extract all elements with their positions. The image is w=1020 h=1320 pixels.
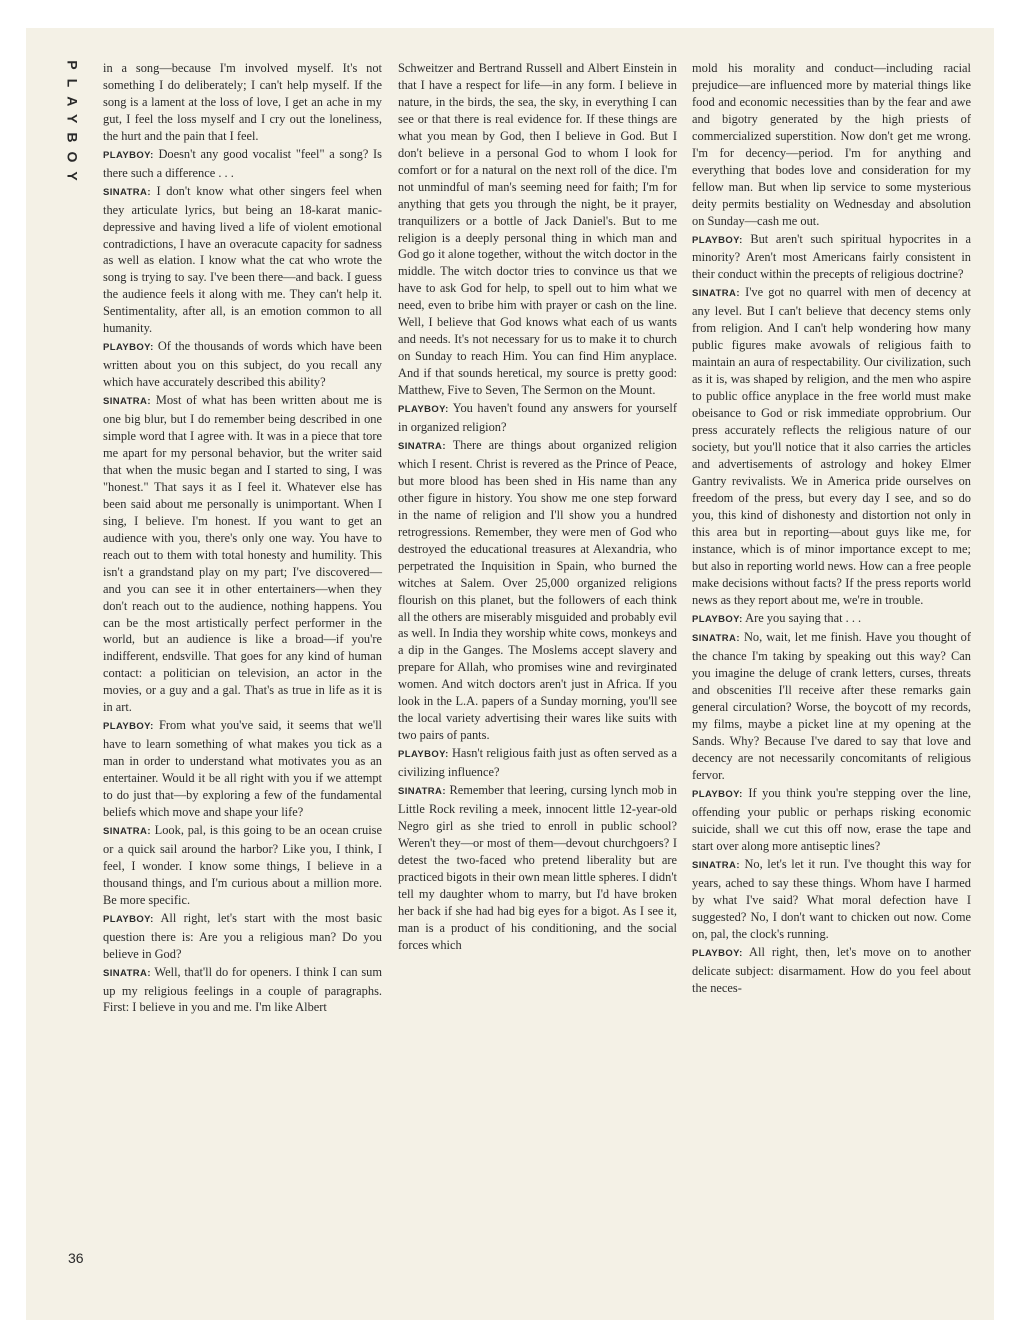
paragraph xyxy=(692,629,971,784)
paragraph xyxy=(103,717,382,821)
paragraph xyxy=(103,910,382,963)
paragraph xyxy=(692,60,971,230)
speaker-label: PLAYBOY: xyxy=(692,613,743,625)
speaker-label: PLAYBOY: xyxy=(103,342,154,354)
text-column-3 xyxy=(692,60,971,996)
paragraph xyxy=(692,231,971,284)
speaker-label: SINATRA: xyxy=(103,825,151,837)
paragraph xyxy=(692,284,971,608)
speaker-label: SINATRA: xyxy=(103,186,151,198)
paragraph-text: Look, pal, is this going to be an ocean cruise or a quick sail around the harbor? Like you, I think, I feel, I wonder. I know some things, I believe in a thousand things, and I'm curious about a million more. Be more specific. xyxy=(103,822,382,907)
masthead-text: PLAYBOY xyxy=(65,60,82,190)
speaker-label: PLAYBOY: xyxy=(692,234,743,246)
speaker-label: PLAYBOY: xyxy=(398,404,449,416)
paragraph xyxy=(692,856,971,943)
paragraph-text: Doesn't any good vocalist "feel" a song? Is there such a difference . . . xyxy=(103,146,382,180)
paragraph-text: Are you saying that . . . xyxy=(745,610,862,625)
paragraph xyxy=(103,183,382,338)
paragraph-text: If you think you're stepping over the line, offending your public or perhaps risking economic suicide, shall we cut this off now, erase the tape and start over along more antiseptic lines? xyxy=(692,786,971,853)
paragraph xyxy=(103,822,382,909)
paragraph xyxy=(103,338,382,391)
paragraph xyxy=(398,60,677,399)
paragraph xyxy=(692,944,971,997)
masthead xyxy=(62,55,84,195)
paragraph-text: From what you've said, it seems that we'll have to learn something of what makes you tick as a man in order to understand what motivates you as an entertainer. Would it be all right with you if we attempt to do just that—by exploring a few of the fundamental beliefs which move and shape your life? xyxy=(103,718,382,819)
speaker-label: PLAYBOY: xyxy=(692,789,743,801)
text-column-2 xyxy=(398,60,677,954)
paragraph xyxy=(103,146,382,182)
speaker-label: SINATRA: xyxy=(692,859,740,871)
paragraph-text: All right, let's start with the most basic question there is: Are you a religious man? Do you believe in God? xyxy=(103,910,382,961)
paragraph-text: But aren't such spiritual hypocrites in a minority? Aren't most Americans fairly consistent in their conduct within the precepts of religious doctrine? xyxy=(692,231,971,282)
paragraph-text: Hasn't religious faith just as often served as a civilizing influence? xyxy=(398,746,677,780)
paragraph-text: Schweitzer and Bertrand Russell and Albert Einstein in that I have a respect for life—in any form. I believe in nature, in the birds, the sea, the sky, in everything I can see or that there is real evidence for. If these things are what you mean by God, then I believe in God. But I don't believe in a personal God to whom I look for comfort or for a natural on the next roll of the dice. I'm not unmindful of man's seeming need for faith; I'm for anything that gets you through the night, be it prayer, tranquilizers or a bottle of Jack Daniel's. But to me religion is a deeply personal thing in which man and God go it alone together, without the witch doctor in the middle. The witch doctor tries to convince us that we have to ask God for help, to spell out to him what we need, even to bribe him with prayer or cash on the line. Well, I believe that God knows what each of us wants and needs. It's not necessary for us to make it to church on Sunday to reach Him. You can find Him anyplace. And if that sounds heretical, my source is pretty good: Matthew, Five to Seven, The Sermon on the Mount. xyxy=(398,61,677,398)
paragraph xyxy=(103,392,382,716)
speaker-label: PLAYBOY: xyxy=(692,947,743,959)
paragraph-text: You haven't found any answers for yourself in organized religion? xyxy=(398,401,677,435)
paragraph-text: Most of what has been written about me is one big blur, but I do remember being described in one simple word that I agree with. It was in a piece that tore me apart for my personal behavior, but the writer said that when the music began and I started to sing, I was "honest." That says it as I feel it. Whatever else has been said about me personally is unimportant. When I sing, I believe. I'm honest. If you want to get an audience with you, there's only one way. You have to reach out to them with total honesty and humility. This isn't a grandstand play on my part; I've discovered—and you can see it in other entertainers—when they don't reach out to the audience, nothing happens. You can be the most artistically perfect performer in the world, but an audience is like a broad—if you're indifferent, endsville. That goes for any kind of human contact: a politician on television, an actor in the movies, or a guy and a gal. That's as true in life as it is in art. xyxy=(103,393,382,715)
paragraph-text: I've got no quarrel with men of decency at any level. But I can't believe that decency stems only from religion. And I can't help wondering how many public figures make avowals of religious faith to maintain an aura of respectability. Our civilization, such as it is, was shaped by religion, and the men who aspire to public office anyplace in the free world must make obeisance to God or risk immediate opprobrium. Our press accurately reflects the religious nature of our society, but you'll notice that it also carries the articles and advertisements of astrology and hokey Elmer Gantry revivalists. We in America pride ourselves on freedom of the press, but every day I see, and so do you, this kind of dishonesty and distortion not only in this area but in reporting—about guys like me, for instance, which is of minor importance except to me; but also in reporting world news. How can a free people make decisions without facts? If the press reports world news as they report about me, we're in trouble. xyxy=(692,285,971,607)
paragraph-text: mold his morality and conduct—including racial prejudice—are influenced more by material things like food and economic necessities than by the fear and awe and bigotry generated by the high priests of commercialized superstition. Now don't get me wrong. I'm for decency—period. I'm for anything and everything that bodes love and consideration for my fellow man. But when lip service to some mysterious deity permits bestiality on Wednesday and absolution on Sunday—cash me out. xyxy=(692,61,971,228)
speaker-label: SINATRA: xyxy=(103,396,151,408)
paragraph-text: There are things about organized religion which I resent. Christ is revered as the Prince of Peace, but more blood has been shed in His name than any other figure in history. You show me one step forward in the name of religion and I'll show you a hundred retrogressions. Remember, they were men of God who destroyed the educational treasures at Alexandria, who perpetrated the Inquisition in Spain, who burned the witches at Salem. Over 25,000 organized religions flourish on this planet, but the followers of each think all the others are miserably misguided and probably evil as well. In India they worship white cows, monkeys and a dip in the Ganges. The Moslems accept slavery and prepare for Allah, who promises wine and revirginated women. And witch doctors aren't just in Africa. If you look in the L.A. papers of a Sunday morning, you'll see the local variety advertising their wares like suits with two pairs of pants. xyxy=(398,437,678,743)
speaker-label: PLAYBOY: xyxy=(103,149,154,161)
speaker-label: SINATRA: xyxy=(398,440,446,452)
paragraph xyxy=(398,400,677,436)
speaker-label: PLAYBOY: xyxy=(103,721,154,733)
paragraph-text: I don't know what other singers feel when they articulate lyrics, but being an 18-karat manic-depressive and having lived a life of violent emotional contradictions, I have an overacute capacity for sadness as well as elation. I know what the cat who wrote the song is trying to say. I've been there—and back. I guess the audience feels it along with me. They can't help it. Sentimentality, after all, is an emotion common to all humanity. xyxy=(103,183,382,336)
paragraph xyxy=(398,437,677,744)
paragraph-text: No, let's let it run. I've thought this way for years, ached to say these things. Whom have I harmed by what I've said? What moral defection have I suggested? No, I don't want to chicken out now. Come on, pal, the clock's running. xyxy=(692,856,971,941)
paragraph-text: in a song—because I'm involved myself. It's not something I do deliberately; I can't help myself. If the song is a lament at the loss of love, I get an ache in my gut, I feel the loss myself and I cry out the loneliness, the hurt and the pain that I feel. xyxy=(103,61,382,143)
paragraph xyxy=(103,964,382,1017)
speaker-label: PLAYBOY: xyxy=(398,749,449,761)
paragraph-text: No, wait, let me finish. Have you thought of the chance I'm taking by speaking out this way? Can you imagine the deluge of crank letters, curses, threats and obscenities I'll receive after these remarks gain general circulation? Worse, the boycott of my records, my films, maybe a picket line at my opening at the Sands. Why? Because I've dared to say that love and decency are not necessarily concomitants of religious fervor. xyxy=(692,630,971,783)
speaker-label: PLAYBOY: xyxy=(103,913,154,925)
paragraph-text: Remember that leering, cursing lynch mob in Little Rock reviling a meek, innocent little 12-year-old Negro girl as she tried to enroll in public school? Weren't they—or most of them—devout churchgoers? I detest the two-faced who pretend liberality but are practiced bigots in their own mean little spheres. I didn't tell my daughter whom to marry, but I'd have broken her back if she had had big eyes for a bigot. As I see it, man is a product of his conditioning, and the social forces which xyxy=(398,783,677,952)
speaker-label: SINATRA: xyxy=(692,633,740,645)
speaker-label: SINATRA: xyxy=(692,288,740,300)
speaker-label: SINATRA: xyxy=(398,786,446,798)
paragraph-text: Of the thousands of words which have been written about you on this subject, do you recall any which have accurately described this ability? xyxy=(103,339,382,390)
paragraph xyxy=(692,610,971,629)
paragraph xyxy=(692,785,971,855)
paragraph-text: All right, then, let's move on to another delicate subject: disarmament. How do you feel about the neces- xyxy=(692,944,971,995)
paragraph xyxy=(103,60,382,145)
paragraph xyxy=(398,782,677,954)
speaker-label: SINATRA: xyxy=(103,967,151,979)
text-column-1 xyxy=(103,60,382,1016)
page-number: 36 xyxy=(68,1250,84,1266)
paragraph xyxy=(398,745,677,781)
paragraph-text: Well, that'll do for openers. I think I can sum up my religious feelings in a couple of paragraphs. First: I believe in you and me. I'm like Albert xyxy=(103,964,383,1015)
